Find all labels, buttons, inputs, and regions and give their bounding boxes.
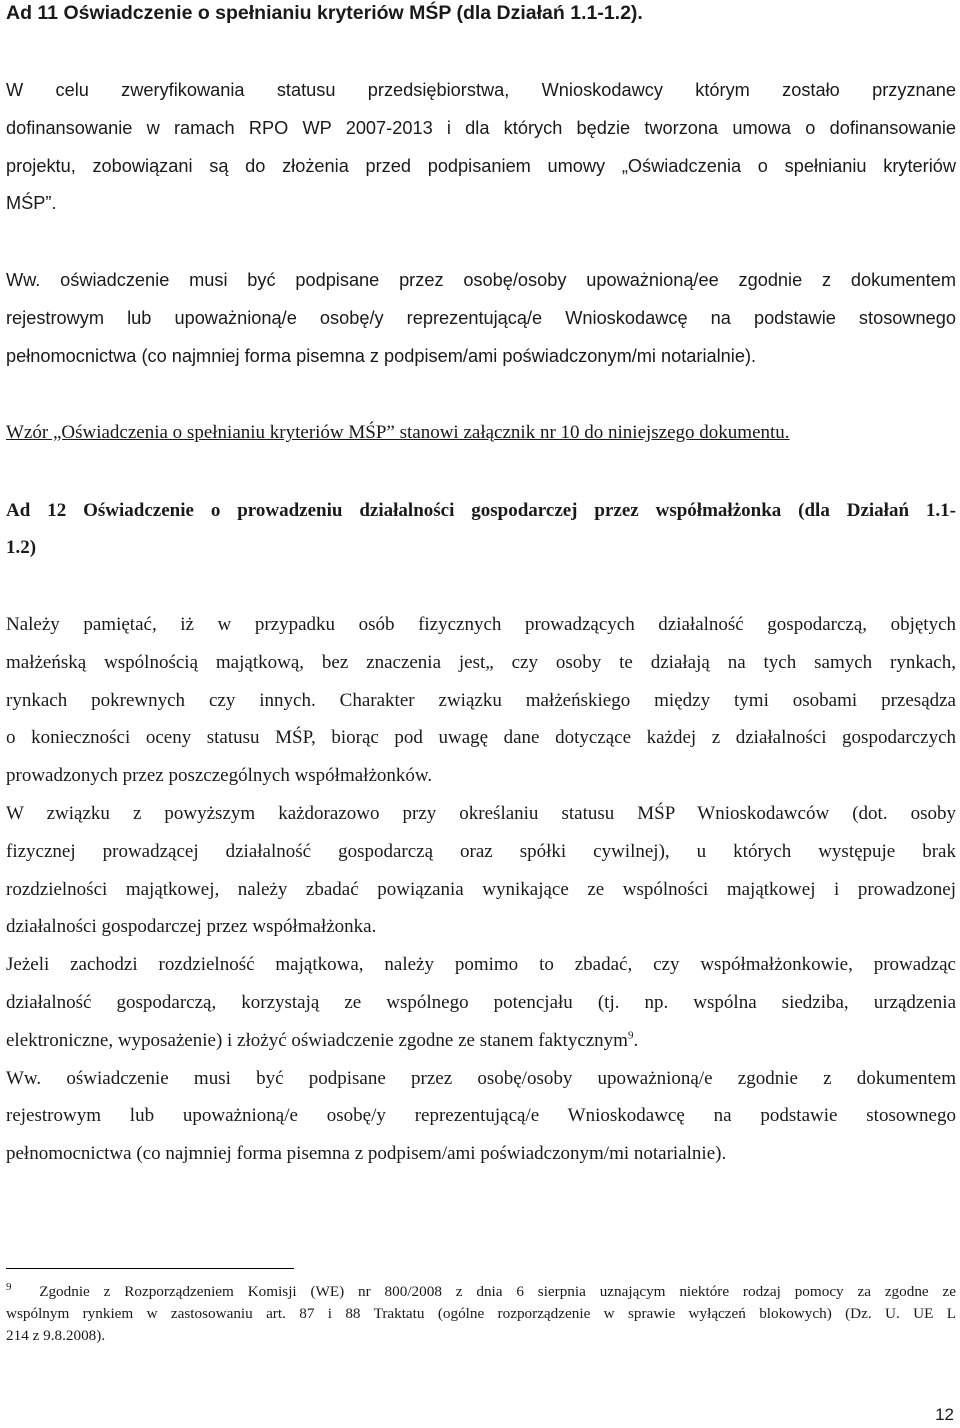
paragraph-line: W celu zweryfikowania statusu przedsiębiorstwa, Wnioskodawcy którym zostało przyznane xyxy=(6,80,956,100)
paragraph-line: fizycznej prowadzącej działalność gospodarczą oraz spółki cywilnej), u których występuje brak xyxy=(6,840,956,862)
footnote-reference[interactable]: 9 xyxy=(627,1029,634,1042)
paragraph-line: Ww. oświadczenie musi być podpisane przez osobę/osoby upoważnioną/e zgodnie z dokumentem xyxy=(6,1067,956,1089)
sentence-end: . xyxy=(633,1029,639,1051)
template-note-text: Wzór „Oświadczenia o spełnianiu kryteriów MŚP” stanowi załącznik nr 10 do niniejszego dokumentu. xyxy=(6,422,790,443)
paragraph-line: Jeżeli zachodzi rozdzielność majątkowa, należy pomimo to zbadać, czy współmałżonkowie, prowadząc xyxy=(6,954,956,976)
footnote-text: Zgodnie z Rozporządzeniem Komisji (WE) nr 800/2008 z dnia 6 sierpnia uznającym niektóre rodzaj pomocy za zgodne ze xyxy=(39,1283,956,1300)
paragraph-line: prowadzonych przez poszczególnych współmałżonków. xyxy=(6,765,433,787)
footnote xyxy=(6,1281,956,1347)
paragraph-spouse-business xyxy=(6,606,956,1173)
paragraph-line-with-footnote xyxy=(6,1022,956,1060)
paragraph-line: pełnomocnictwa (co najmniej forma pisemna z podpisem/ami poświadczonym/mi notarialnie). xyxy=(6,1143,727,1165)
paragraph-verification-status xyxy=(6,72,956,223)
paragraph-line: rejestrowym lub upoważnioną/e osobę/y reprezentującą/e Wnioskodawcę na podstawie stosownego xyxy=(6,307,956,328)
paragraph-line: o konieczności oceny statusu MŚP, biorąc pod uwagę dane dotyczące każdej z działalności gospodarczych xyxy=(6,727,956,749)
footnote-line: wspólnym rynkiem w zastosowaniu art. 87 i 88 Traktatu (ogólne rozporządzenie w sprawie wyłączeń blokowych) (Dz. U. UE L xyxy=(6,1305,956,1322)
paragraph-line: projektu, zobowiązani są do złożenia przed podpisaniem umowy „Oświadczenia o spełnianiu kryteriów xyxy=(6,155,956,176)
page-number: 12 xyxy=(935,1405,954,1424)
paragraph-line: Należy pamiętać, iż w przypadku osób fizycznych prowadzących działalność gospodarczą, objętych xyxy=(6,614,956,635)
paragraph-line: małżeńską wspólnością majątkową, bez znaczenia jest„ czy osoby te działają na tych samych rynkach, xyxy=(6,651,956,673)
section-heading-11: Ad 11 Oświadczenie o spełnianiu kryteriów MŚP (dla Działań 1.1-1.2). xyxy=(6,2,643,24)
footnote-divider xyxy=(6,1268,294,1269)
heading-line: 1.2) xyxy=(6,537,37,558)
heading-line: Ad 12 Oświadczenie o prowadzeniu działalności gospodarczej przez współmałżonka (dla Działań 1.1- xyxy=(6,500,956,521)
footnote-line xyxy=(6,1281,956,1303)
paragraph-line: pełnomocnictwa (co najmniej forma pisemna z podpisem/ami poświadczonym/mi notarialnie). xyxy=(6,345,757,366)
paragraph-line: dofinansowanie w ramach RPO WP 2007-2013 i dla których będzie tworzona umowa o dofinansowanie xyxy=(6,117,956,138)
section-heading-12 xyxy=(6,492,956,566)
paragraph-line: Ww. oświadczenie musi być podpisane przez osobę/osoby upoważnioną/ee zgodnie z dokumentem xyxy=(6,270,956,290)
paragraph-line: działalność gospodarczą, korzystają ze wspólnego potencjału (tj. np. wspólna siedziba, urządzenia xyxy=(6,991,956,1013)
paragraph-line: MŚP”. xyxy=(6,193,57,214)
paragraph-line: działalności gospodarczej przez współmałżonka. xyxy=(6,916,377,938)
paragraph-line: rejestrowym lub upoważnioną/e osobę/y reprezentującą/e Wnioskodawcę na podstawie stosownego xyxy=(6,1105,956,1127)
paragraph-line-text: elektroniczne, wyposażenie) i złożyć oświadczenie zgodne ze stanem faktycznym xyxy=(6,1029,628,1051)
footnote-line: 214 z 9.8.2008). xyxy=(6,1327,106,1344)
paragraph-line: W związku z powyższym każdorazowo przy określaniu statusu MŚP Wnioskodawców (dot. osoby xyxy=(6,802,956,824)
paragraph-line: rozdzielności majątkowej, należy zbadać powiązania wynikające ze wspólności majątkowej i prowadzonej xyxy=(6,878,956,900)
template-note xyxy=(6,414,956,452)
paragraph-signature-requirements xyxy=(6,262,956,375)
footnote-number: 9 xyxy=(6,1280,12,1293)
paragraph-line: rynkach pokrewnych czy innych. Charakter związku małżeńskiego między tymi osobami przesądza xyxy=(6,689,956,711)
